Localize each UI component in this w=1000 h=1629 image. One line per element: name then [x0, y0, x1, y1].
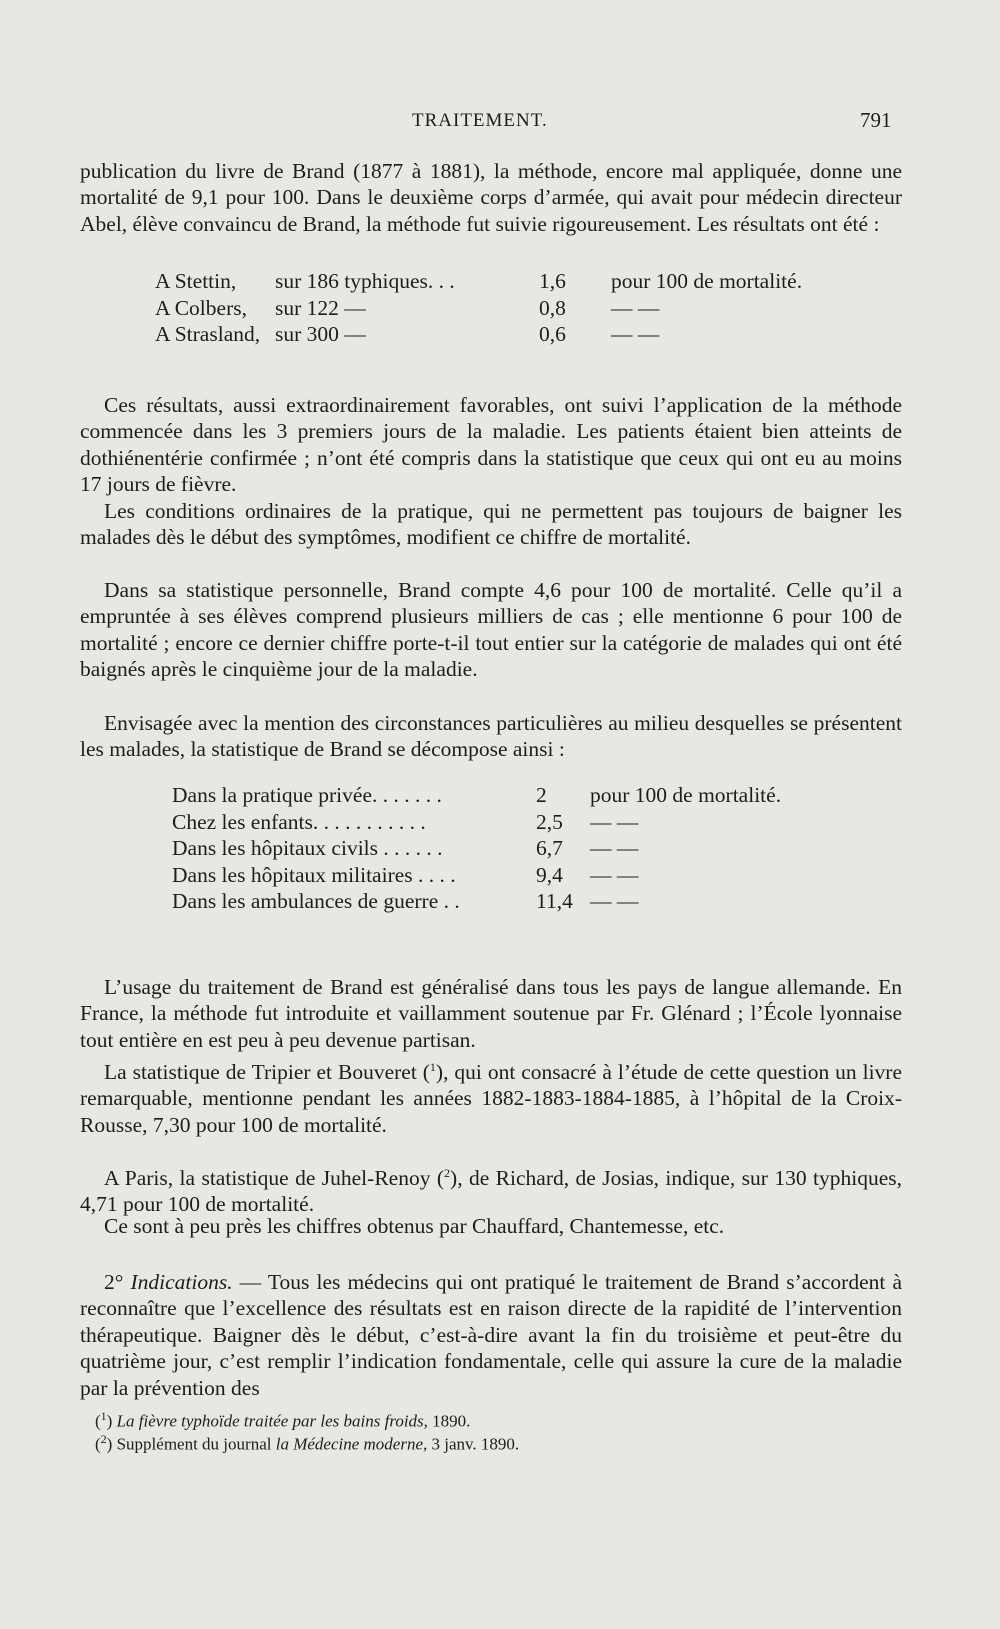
mortality-value: 2	[536, 783, 547, 807]
setting-name: Chez les enfants. . . . . . . . . . .	[172, 809, 426, 834]
mortality-value: 9,4	[536, 862, 563, 887]
footnote-1: ($^1$) La fièvre typhoïde traitée par les bains froids, 1890.	[95, 1409, 471, 1431]
setting-name: Dans les hôpitaux civils . . . . . .	[172, 836, 443, 860]
mortality-value: 0,6	[539, 322, 566, 346]
table-row	[172, 888, 852, 915]
paragraph-5: Envisagée avec la mention des circonstances particulières au milieu desquelles se présentent les malades, la statistique de Brand se décompose ainsi :	[80, 710, 902, 761]
paragraph-2: Ces résultats, aussi extraordinairement favorables, ont suivi l’application de la méthode commencée dans les 3 premiers jours de la maladie. Les patients étaient bien atteints de dothiénentérie confirmée ; n’ont été compris dans la statistique que ceux qui ont eu au moins 17 jours de fièvre.	[80, 392, 902, 496]
paragraph-7	[80, 1054, 902, 1139]
mortality-unit: — —	[590, 862, 639, 887]
paragraph-8-text-end: ), de Richard, de Josias, indique, sur 130 typhiques, 4,71 pour 100 de mortalité.	[80, 1165, 903, 1217]
city-name: A Stettin,	[155, 269, 237, 293]
footnote-mark: 2	[100, 1432, 107, 1446]
footnote-mark: 1	[100, 1409, 107, 1423]
mortality-unit: — —	[590, 889, 639, 913]
running-head: TRAITEMENT.	[412, 110, 548, 131]
footnote-reference: 1	[429, 1059, 436, 1074]
table-row	[172, 862, 852, 889]
paragraph-7-text-start: La statistique de Tripier et Bouveret (	[104, 1059, 430, 1084]
patient-count: sur 122 —	[275, 295, 366, 320]
paragraph-10-body: — Tous les médecins qui ont pratiqué le traitement de Brand s’accordent à reconnaître que l’excellence des résultats est en raison directe de la rapidité de l’intervention thérapeutique. Baigner dès le début, c’est-à-dire avant la fin du troisième et peut-être du quatrième jour, c’est remplir l’indication fondamentale, celle qui assure la cure de la maladie par la prévention des	[80, 1269, 902, 1400]
table-row	[155, 295, 835, 322]
mortality-unit: — —	[590, 809, 639, 834]
footnote-journal-title: la Médecine moderne,	[275, 1434, 428, 1454]
footnote-date: 3 janv. 1890.	[427, 1434, 520, 1454]
paragraph-4: Dans sa statistique personnelle, Brand compte 4,6 pour 100 de mortalité. Celle qu’il a empruntée à ses élèves comprend plusieurs milliers de cas ; elle mentionne 6 pour 100 de mortalité ; encore ce dernier chiffre porte-t-il tout entier sur la catégorie de malades qui ont été baignés après le cinquième jour de la maladie.	[80, 577, 902, 681]
mortality-value: 2,5	[536, 809, 563, 834]
mortality-value: 1,6	[539, 269, 566, 293]
footnote-book-title: La fièvre typhoïde traitée par les bains froids,	[116, 1411, 428, 1431]
city-name: A Colbers,	[155, 295, 247, 320]
paragraph-7-text-end: ), qui ont consacré à l’étude de cette question un livre remarquable, mentionne pendant les années 1882-1883-1884-1885, à l’hôpital de la Croix-Rousse, 7,30 pour 100 de mortalité.	[80, 1059, 902, 1137]
patient-count: sur 186 typhiques. . .	[275, 269, 455, 293]
mortality-value: 6,7	[536, 836, 563, 860]
section-number: 2°	[104, 1269, 124, 1294]
paragraph-6: L’usage du traitement de Brand est généralisé dans tous les pays de langue allemande. En France, la méthode fut introduite et vaillamment soutenue par Fr. Glénard ; l’École lyonnaise tout entière en est peu à peu devenue partisan.	[80, 974, 902, 1052]
mortality-unit: — —	[611, 295, 660, 320]
paragraph-9: Ce sont à peu près les chiffres obtenus par Chauffard, Chantemesse, etc.	[104, 1213, 725, 1238]
table-row	[155, 268, 835, 295]
city-name: A Strasland,	[155, 322, 261, 346]
patient-count: sur 300 —	[275, 322, 366, 346]
footnote-reference: 2	[444, 1165, 451, 1180]
footnote-lead: Supplément du journal	[112, 1434, 276, 1454]
mortality-unit: pour 100 de mortalité.	[590, 783, 782, 807]
footnote-date: 1890.	[427, 1411, 471, 1431]
table-row	[172, 835, 852, 862]
paragraph-8	[80, 1160, 902, 1218]
paragraph-1: publication du livre de Brand (1877 à 1881), la méthode, encore mal appliquée, donne une mortalité de 9,1 pour 100. Dans le deuxième corps d’armée, qui avait pour médecin directeur Abel, élève convaincu de Brand, la méthode fut suivie rigoureusement. Les résultats ont été :	[80, 158, 902, 236]
setting-name: Dans les ambulances de guerre . .	[172, 889, 460, 913]
paragraph-8-text-start: A Paris, la statistique de Juhel-Renoy (	[104, 1165, 445, 1190]
footnote-2: ($^2$) Supplément du journal la Médecine moderne, 3 janv. 1890.	[95, 1432, 520, 1454]
mortality-value: 0,8	[539, 295, 566, 320]
mortality-table-settings	[172, 782, 852, 915]
setting-name: Dans les hôpitaux militaires . . . .	[172, 862, 456, 887]
paragraph-10	[80, 1269, 902, 1402]
mortality-unit: — —	[590, 836, 639, 860]
mortality-value: 11,4	[536, 889, 573, 913]
page-number: 791	[860, 108, 892, 132]
section-title: Indications.	[130, 1269, 233, 1294]
table-row	[155, 321, 835, 348]
page-header	[0, 108, 1000, 138]
paragraph-3: Les conditions ordinaires de la pratique, qui ne permettent pas toujours de baigner les malades dès le début des symptômes, modifient ce chiffre de mortalité.	[80, 498, 902, 549]
table-row	[172, 782, 852, 809]
setting-name: Dans la pratique privée. . . . . . .	[172, 783, 442, 807]
mortality-table-cities	[155, 268, 835, 348]
mortality-unit: pour 100 de mortalité.	[611, 269, 803, 293]
table-row	[172, 809, 852, 836]
mortality-unit: — —	[611, 322, 660, 346]
